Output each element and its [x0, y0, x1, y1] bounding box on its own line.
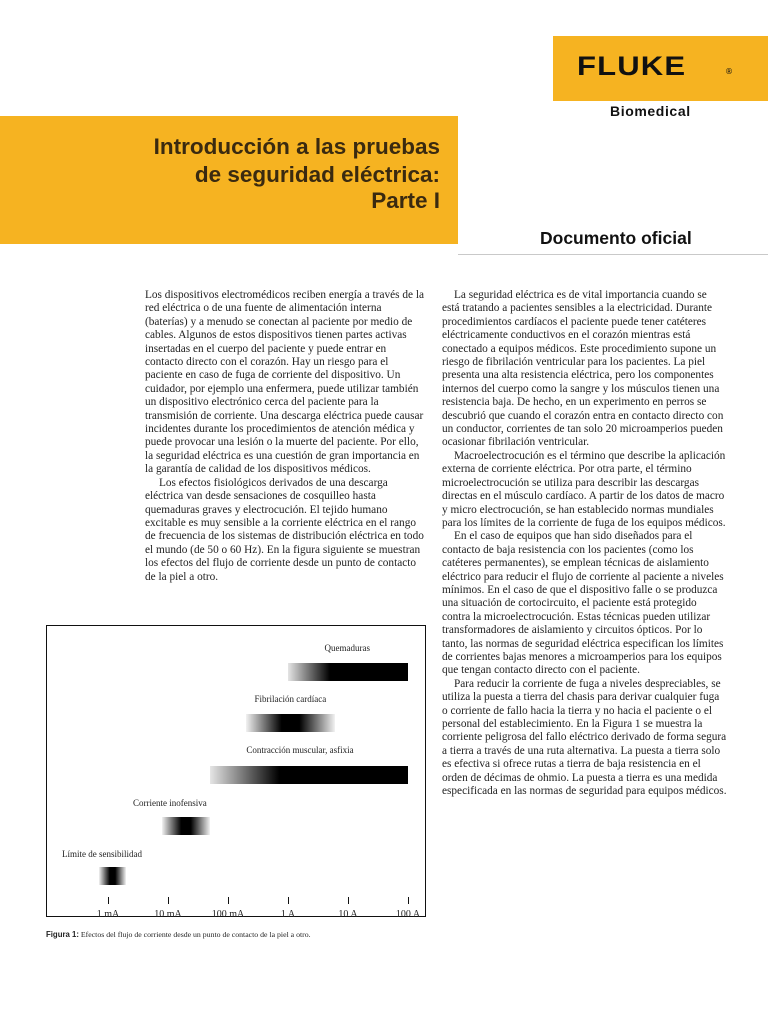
- x-axis-tick: [348, 897, 349, 904]
- x-axis-tick: [108, 897, 109, 904]
- registered-mark: ®: [725, 67, 733, 76]
- figure-label: Figura 1:: [46, 930, 79, 939]
- effect-band: [210, 766, 408, 784]
- x-axis-tick: [168, 897, 169, 904]
- x-axis-tick-label: 1 A: [280, 909, 296, 920]
- x-axis-tick-label: 100 mA: [211, 909, 245, 920]
- effect-band: [246, 714, 335, 732]
- page-title-line-1: Introducción a las pruebas: [153, 134, 440, 159]
- paragraph: En el caso de equipos que han sido diseñados para el contacto de baja resistencia con los pacientes (como los catéteres permanentes), se emplean técnicas de aislamiento eléctrico para reducir el flujo de corriente al paciente a niveles mínimos. En el caso de que el dispositivo falle o se produzca una situación de cortocircuito, el paciente está protegido contra la microelectrocución. Estas técnicas pueden utilizar transformadores de aislamiento y circuitos ópticos. Por lo tanto, las normas de seguridad eléctrica especifican los límites de corrientes bajas menores a microamperios para los equipos que tengan contacto directo con el paciente.: [442, 530, 724, 677]
- effect-band: [99, 867, 126, 885]
- band-label: Quemaduras: [324, 643, 370, 653]
- x-axis-tick: [228, 897, 229, 904]
- paragraph: La seguridad eléctrica es de vital importancia cuando se está tratando a pacientes sensibles a la electricidad. Durante procedimientos cardíacos el paciente puede tener catéteres eléctricamente conductivos en el corazón mientras está conectado a equipos médicos. Este procedimiento supone un riesgo de fibrilación ventricular para los pacientes. La piel presenta una alta resistencia eléctrica, pero los componentes internos del cuerpo como la sangre y los músculos tienen una resistencia baja. De hecho, en un experimento en perros se descubrió que cuando el corazón entra en contacto directo con un conductor, corrientes de tan solo 20 microamperios pueden ocasionar fibrilación ventricular.: [442, 289, 724, 449]
- band-label: Corriente inofensiva: [133, 798, 207, 808]
- paragraph: Los dispositivos electromédicos reciben energía a través de la red eléctrica o de una fuente de alimentación interna (baterías) y a menudo se conectan al paciente por medio de cables. Algunos de estos dispositivos tienen partes activas insertadas en el cuerpo del paciente y puede entrar en contacto directo con el corazón. Hay un riesgo para el paciente en caso de fuga de corriente del dispositivo. Un cuidador, por ejemplo una enfermera, puede utilizar también un dispositivo electrónico cerca del paciente para la transmisión de corriente. Una descarga eléctrica puede causar incidentes durante los procedimientos de atención médica y puede provocar una lesión o la muerte del paciente. Por ello, la seguridad eléctrica es una cuestión de gran importancia en la garantía de calidad de los dispositivos médicos.: [145, 289, 424, 476]
- title-banner: [0, 116, 458, 244]
- effect-band: [162, 817, 210, 835]
- column-left: [145, 289, 425, 584]
- x-axis-tick-label: 10 A: [338, 909, 358, 920]
- band-label: Contracción muscular, asfixia: [246, 745, 354, 755]
- figure-caption: [46, 930, 466, 939]
- page-title-line-2: de seguridad eléctrica:: [194, 162, 440, 187]
- paragraph: Macroelectrocución es el término que describe la aplicación externa de corriente eléctrica. Por otra parte, el término microelectrocución se utiliza para describir las descargas directas en el músculo cardíaco. A partir de los datos de macro y micro electrocución, se han establecido normas mundiales para los límites de la corriente de fuga de los equipos médicos.: [442, 449, 726, 529]
- effect-band: [288, 663, 408, 681]
- divider: [458, 254, 768, 255]
- figure-caption-text: Efectos del flujo de corriente desde un punto de contacto de la piel a otro.: [80, 930, 311, 939]
- x-axis-tick-label: 100 A: [395, 909, 421, 920]
- paragraph: Los efectos fisiológicos derivados de una descarga eléctrica van desde sensaciones de cosquilleo hasta quemaduras graves y electrocución. El tejido humano excitable es muy sensible a la corriente eléctrica en el rango de frecuencia de los sistemas de distribución eléctrica en todo el mundo (de 50 o 60 Hz). En la figura siguiente se muestran los efectos del flujo de corriente desde un punto de contacto de la piel a otro.: [145, 476, 424, 583]
- x-axis-tick-label: 1 mA: [96, 909, 120, 920]
- page-title-line-3: Parte I: [371, 188, 440, 213]
- x-axis-tick-label: 10 mA: [154, 909, 182, 920]
- band-label: Límite de sensibilidad: [62, 849, 142, 859]
- column-right: [442, 289, 727, 798]
- division-name: Biomedical: [610, 103, 691, 119]
- fluke-logo: [553, 36, 768, 101]
- band-label: Fibrilación cardíaca: [254, 694, 327, 704]
- x-axis-tick: [288, 897, 289, 904]
- document-type: Documento oficial: [540, 228, 692, 248]
- x-axis-tick: [408, 897, 409, 904]
- paragraph: Para reducir la corriente de fuga a niveles despreciables, se utiliza la puesta a tierra del chasis para derivar cualquier fuga o corriente de fallo hacia la tierra y no hacia el paciente o el personal del establecimiento. En la Figura 1 se muestra la corriente peligrosa del fallo eléctrico derivado de forma segura a tierra a través de una ruta alternativa. La puesta a tierra solo es efectiva si ofrece rutas a tierra de baja resistencia en el orden de décimas de ohmio. La puesta a tierra es una medida especificada en las normas de seguridad para equipos médicos.: [442, 677, 727, 798]
- logo-wordmark: FLUKE: [577, 51, 687, 81]
